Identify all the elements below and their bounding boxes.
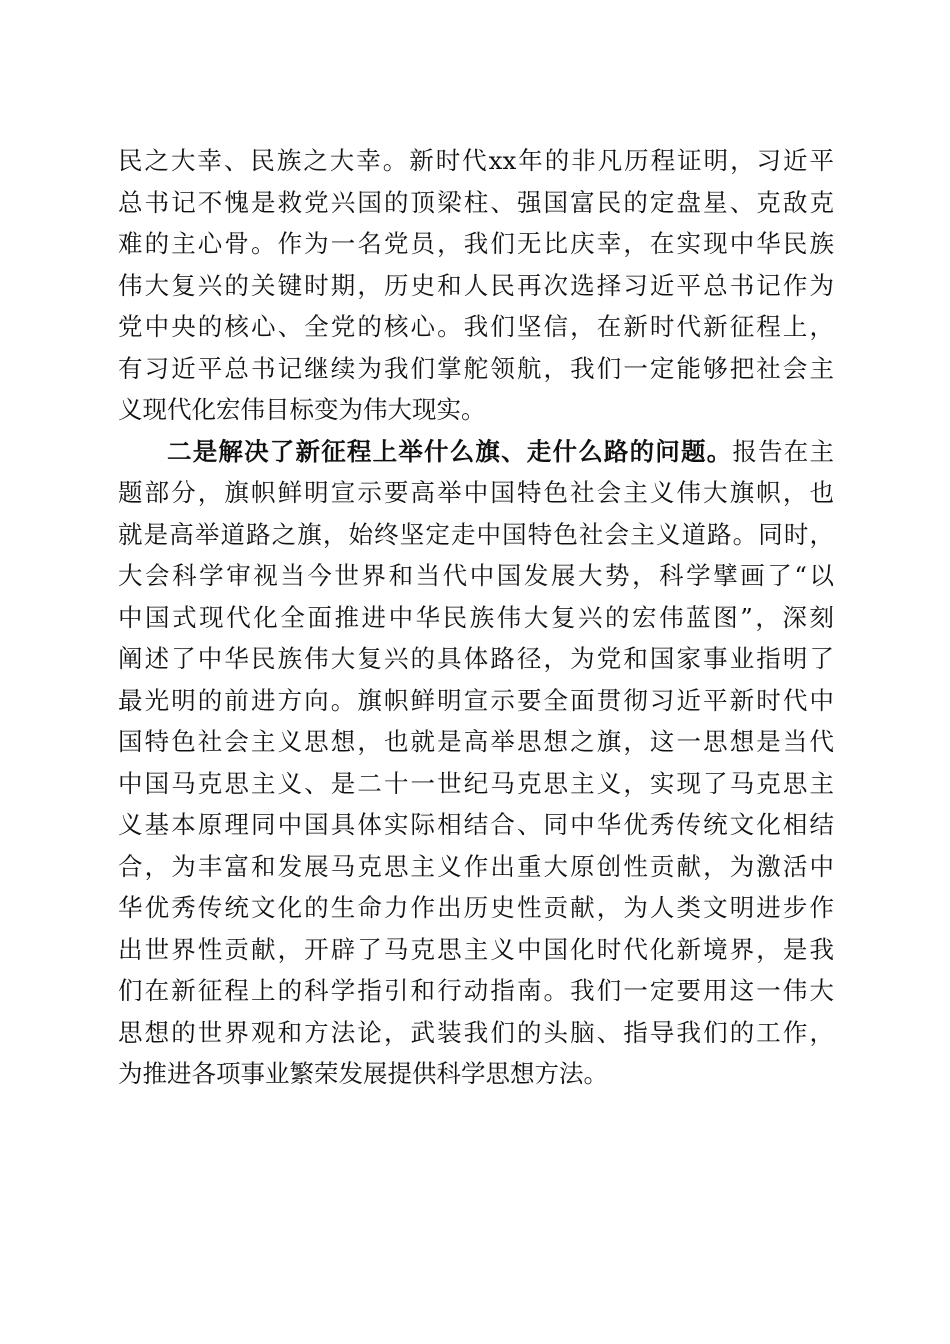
text-line: 阐述了中华民族伟大复兴的具体路径，为党和国家事业指明了 bbox=[118, 644, 834, 673]
text-line: 国特色社会主义思想，也就是高举思想之旗，这一思想是当代 bbox=[118, 727, 834, 756]
paragraph-first-line bbox=[118, 431, 834, 473]
text-line: 中国马克思主义、是二十一世纪马克思主义，实现了马克思主 bbox=[118, 768, 834, 798]
paragraph-2 bbox=[118, 431, 834, 1095]
text-line: 为推进各项事业繁荣发展提供科学思想方法。 bbox=[118, 1059, 608, 1088]
text-line: 华优秀传统文化的生命力作出历史性贡献，为人类文明进步作 bbox=[118, 893, 834, 922]
text-line: 伟大复兴的关键时期，历史和人民再次选择习近平总书记作为 bbox=[118, 270, 834, 300]
text-line: 难的主心骨。作为一名党员，我们无比庆幸，在实现中华民族 bbox=[118, 229, 834, 258]
paragraph-heading: 二是解决了新征程上举什么旗、走什么路的问题。 bbox=[167, 436, 733, 466]
text-line: 总书记不愧是救党兴国的顶梁柱、强国富民的定盘星、克敌克 bbox=[118, 187, 834, 217]
text-line: 出世界性贡献，开辟了马克思主义中国化时代化新境界，是我 bbox=[118, 934, 834, 964]
text-line: 题部分，旗帜鲜明宣示要高举中国特色社会主义伟大旗帜，也 bbox=[118, 478, 834, 507]
text-line: 们在新征程上的科学指引和行动指南。我们一定要用这一伟大 bbox=[118, 976, 834, 1005]
text-line: 思想的世界观和方法论，武装我们的头脑、指导我们的工作， bbox=[118, 1017, 834, 1047]
text-line: 党中央的核心、全党的核心。我们坚信，在新时代新征程上， bbox=[118, 312, 834, 341]
text-line: 最光明的前进方向。旗帜鲜明宣示要全面贯彻习近平新时代中 bbox=[118, 685, 834, 715]
heading-continuation: 报告在主 bbox=[732, 436, 835, 466]
document-page bbox=[118, 140, 834, 1095]
text-line: 就是高举道路之旗，始终坚定走中国特色社会主义道路。同时， bbox=[118, 519, 834, 549]
text-line: 大会科学审视当今世界和当代中国发展大势，科学擘画了“以 bbox=[118, 561, 834, 590]
text-line: 民之大幸、民族之大幸。新时代xx年的非凡历程证明，习近平 bbox=[118, 146, 834, 175]
text-line: 义基本原理同中国具体实际相结合、同中华优秀传统文化相结 bbox=[118, 810, 834, 839]
text-line: 合，为丰富和发展马克思主义作出重大原创性贡献，为激活中 bbox=[118, 851, 834, 881]
text-line: 有习近平总书记继续为我们掌舵领航，我们一定能够把社会主 bbox=[118, 353, 834, 383]
text-line: 义现代化宏伟目标变为伟大现实。 bbox=[118, 395, 486, 424]
paragraph-1 bbox=[118, 140, 834, 431]
text-line: 中国式现代化全面推进中华民族伟大复兴的宏伟蓝图”，深刻 bbox=[118, 602, 834, 632]
